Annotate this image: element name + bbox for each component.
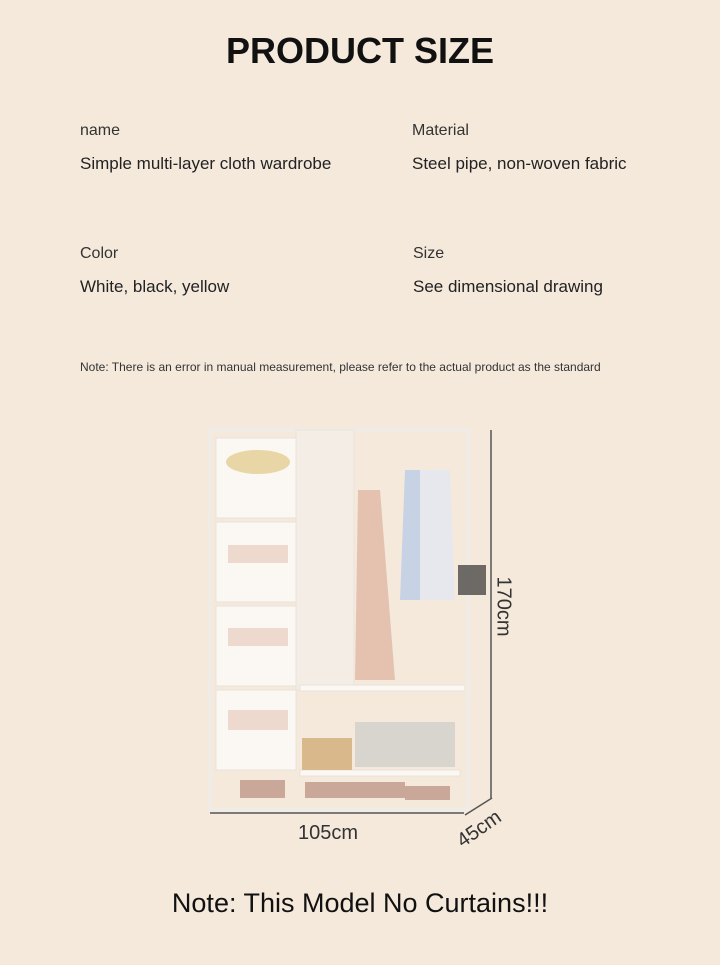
footer-note: Note: This Model No Curtains!!!	[171, 888, 549, 918]
color-value: White, black, yellow	[80, 277, 230, 296]
color-label: Color	[80, 245, 119, 262]
page-title: PRODUCT SIZE	[225, 30, 494, 71]
size-label: Size	[413, 245, 445, 262]
name-value: Simple multi-layer cloth wardrobe	[80, 154, 332, 173]
material-label: Material	[412, 122, 469, 139]
width-dimension: 105cm	[298, 822, 359, 844]
depth-dimension: 45cm	[452, 806, 506, 853]
measurement-note: Note: There is an error in manual measurement, please refer to the actual product as the standard	[80, 360, 601, 374]
name-label: name	[80, 122, 121, 139]
height-dimension: 170cm	[492, 576, 515, 637]
size-value: See dimensional drawing	[413, 277, 603, 296]
hat	[458, 565, 486, 595]
material-value: Steel pipe, non-woven fabric	[412, 154, 627, 173]
